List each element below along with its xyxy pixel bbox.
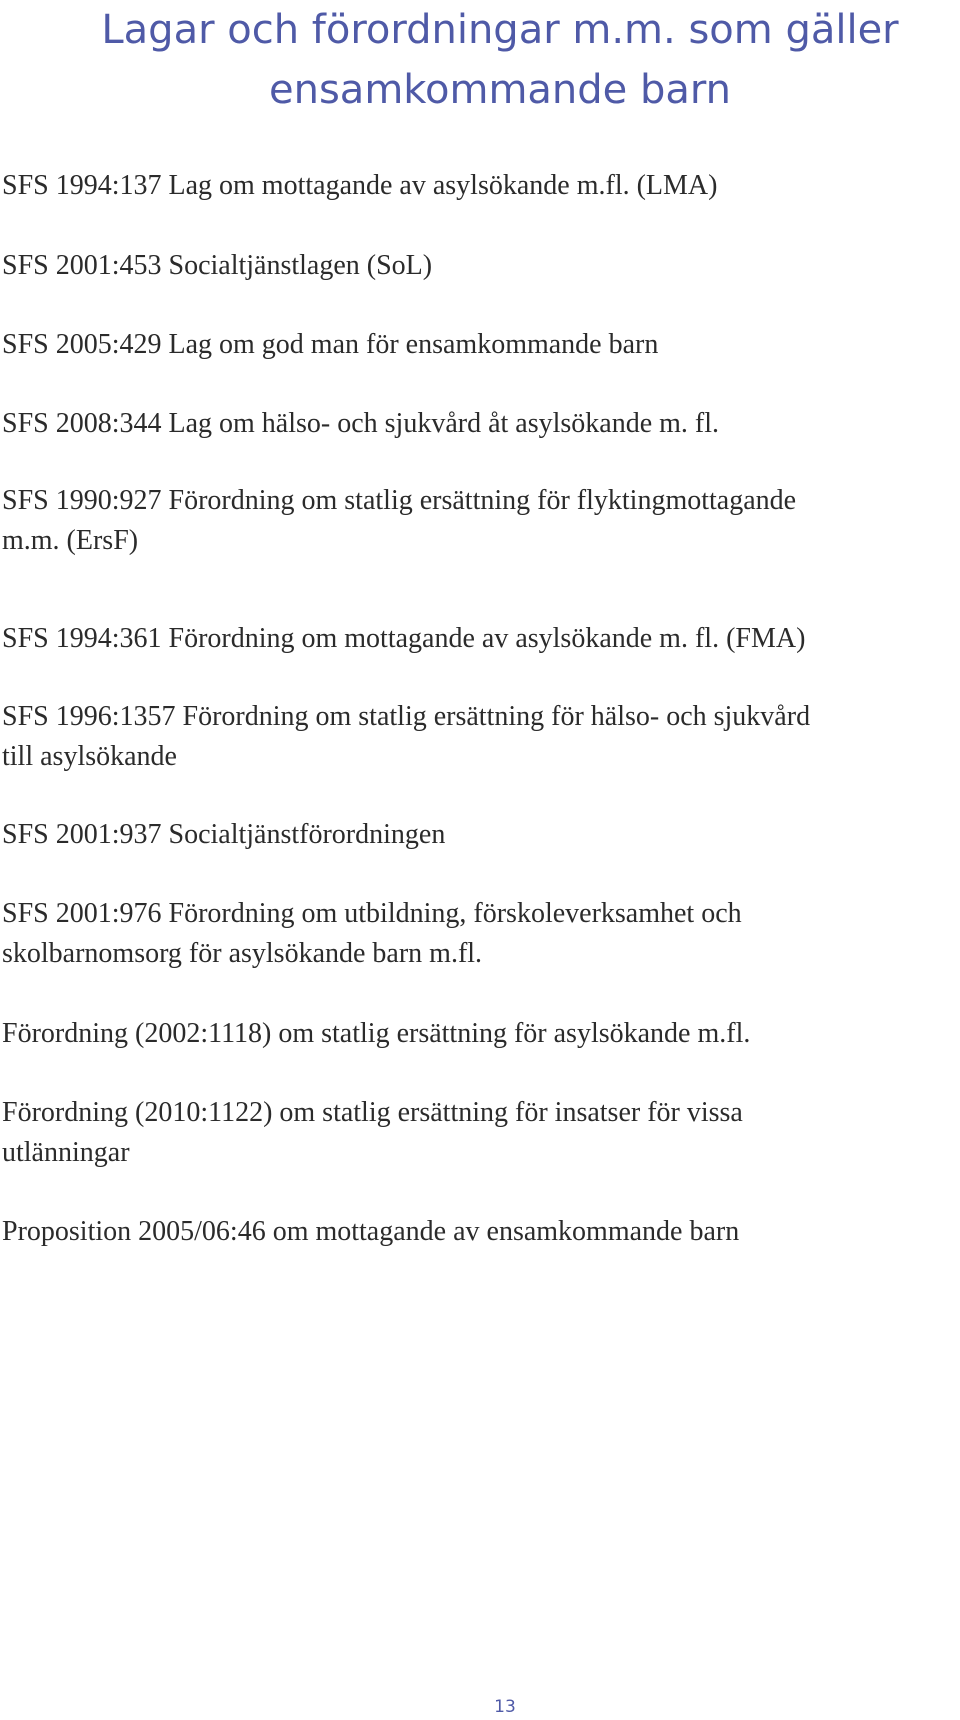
list-item-text: Förordning (2010:1122) om statlig ersättning för insatser för vissa (2, 1097, 743, 1128)
list-item (2, 246, 952, 286)
list-item (2, 1014, 952, 1054)
list-item-text-continued: skolbarnomsorg för asylsökande barn m.fl. (2, 938, 483, 969)
list-item (2, 815, 952, 855)
list-item-text: SFS 2001:453 Socialtjänstlagen (SoL) (2, 250, 433, 281)
list-item (2, 1093, 952, 1173)
list-item-text: SFS 2008:344 Lag om hälso- och sjukvård åt asylsökande m. fl. (2, 408, 720, 439)
list-item-text-continued: utlänningar (2, 1137, 130, 1168)
list-item (2, 166, 952, 206)
list-item-text-continued: m.m. (ErsF) (2, 525, 139, 556)
list-item (2, 894, 952, 974)
list-item-text: SFS 2001:937 Socialtjänstförordningen (2, 819, 446, 850)
list-item (2, 1212, 952, 1252)
list-item-text: SFS 2001:976 Förordning om utbildning, förskoleverksamhet och (2, 898, 742, 929)
list-item-text: SFS 1990:927 Förordning om statlig ersättning för flyktingmottagande (2, 485, 797, 516)
list-item (2, 619, 952, 659)
list-item-text: Proposition 2005/06:46 om mottagande av ensamkommande barn (2, 1216, 740, 1247)
list-item (2, 325, 952, 365)
list-item-text: SFS 1996:1357 Förordning om statlig ersättning för hälso- och sjukvård (2, 701, 811, 732)
list-item-text-continued: till asylsökande (2, 741, 177, 772)
page-number: 13 (494, 1697, 516, 1717)
list-item (2, 481, 952, 561)
list-item (2, 404, 952, 444)
list-item-text: SFS 1994:137 Lag om mottagande av asylsökande m.fl. (LMA) (2, 170, 718, 201)
page-title (60, 0, 940, 120)
list-item (2, 697, 952, 777)
list-item-text: SFS 2005:429 Lag om god man för ensamkommande barn (2, 329, 659, 360)
list-item-text: SFS 1994:361 Förordning om mottagande av asylsökande m. fl. (FMA) (2, 623, 806, 654)
page-title-line-1: Lagar och förordningar m.m. som gäller (101, 7, 899, 53)
list-item-text: Förordning (2002:1118) om statlig ersättning för asylsökande m.fl. (2, 1018, 751, 1049)
page-title-line-2: ensamkommande barn (269, 67, 731, 113)
